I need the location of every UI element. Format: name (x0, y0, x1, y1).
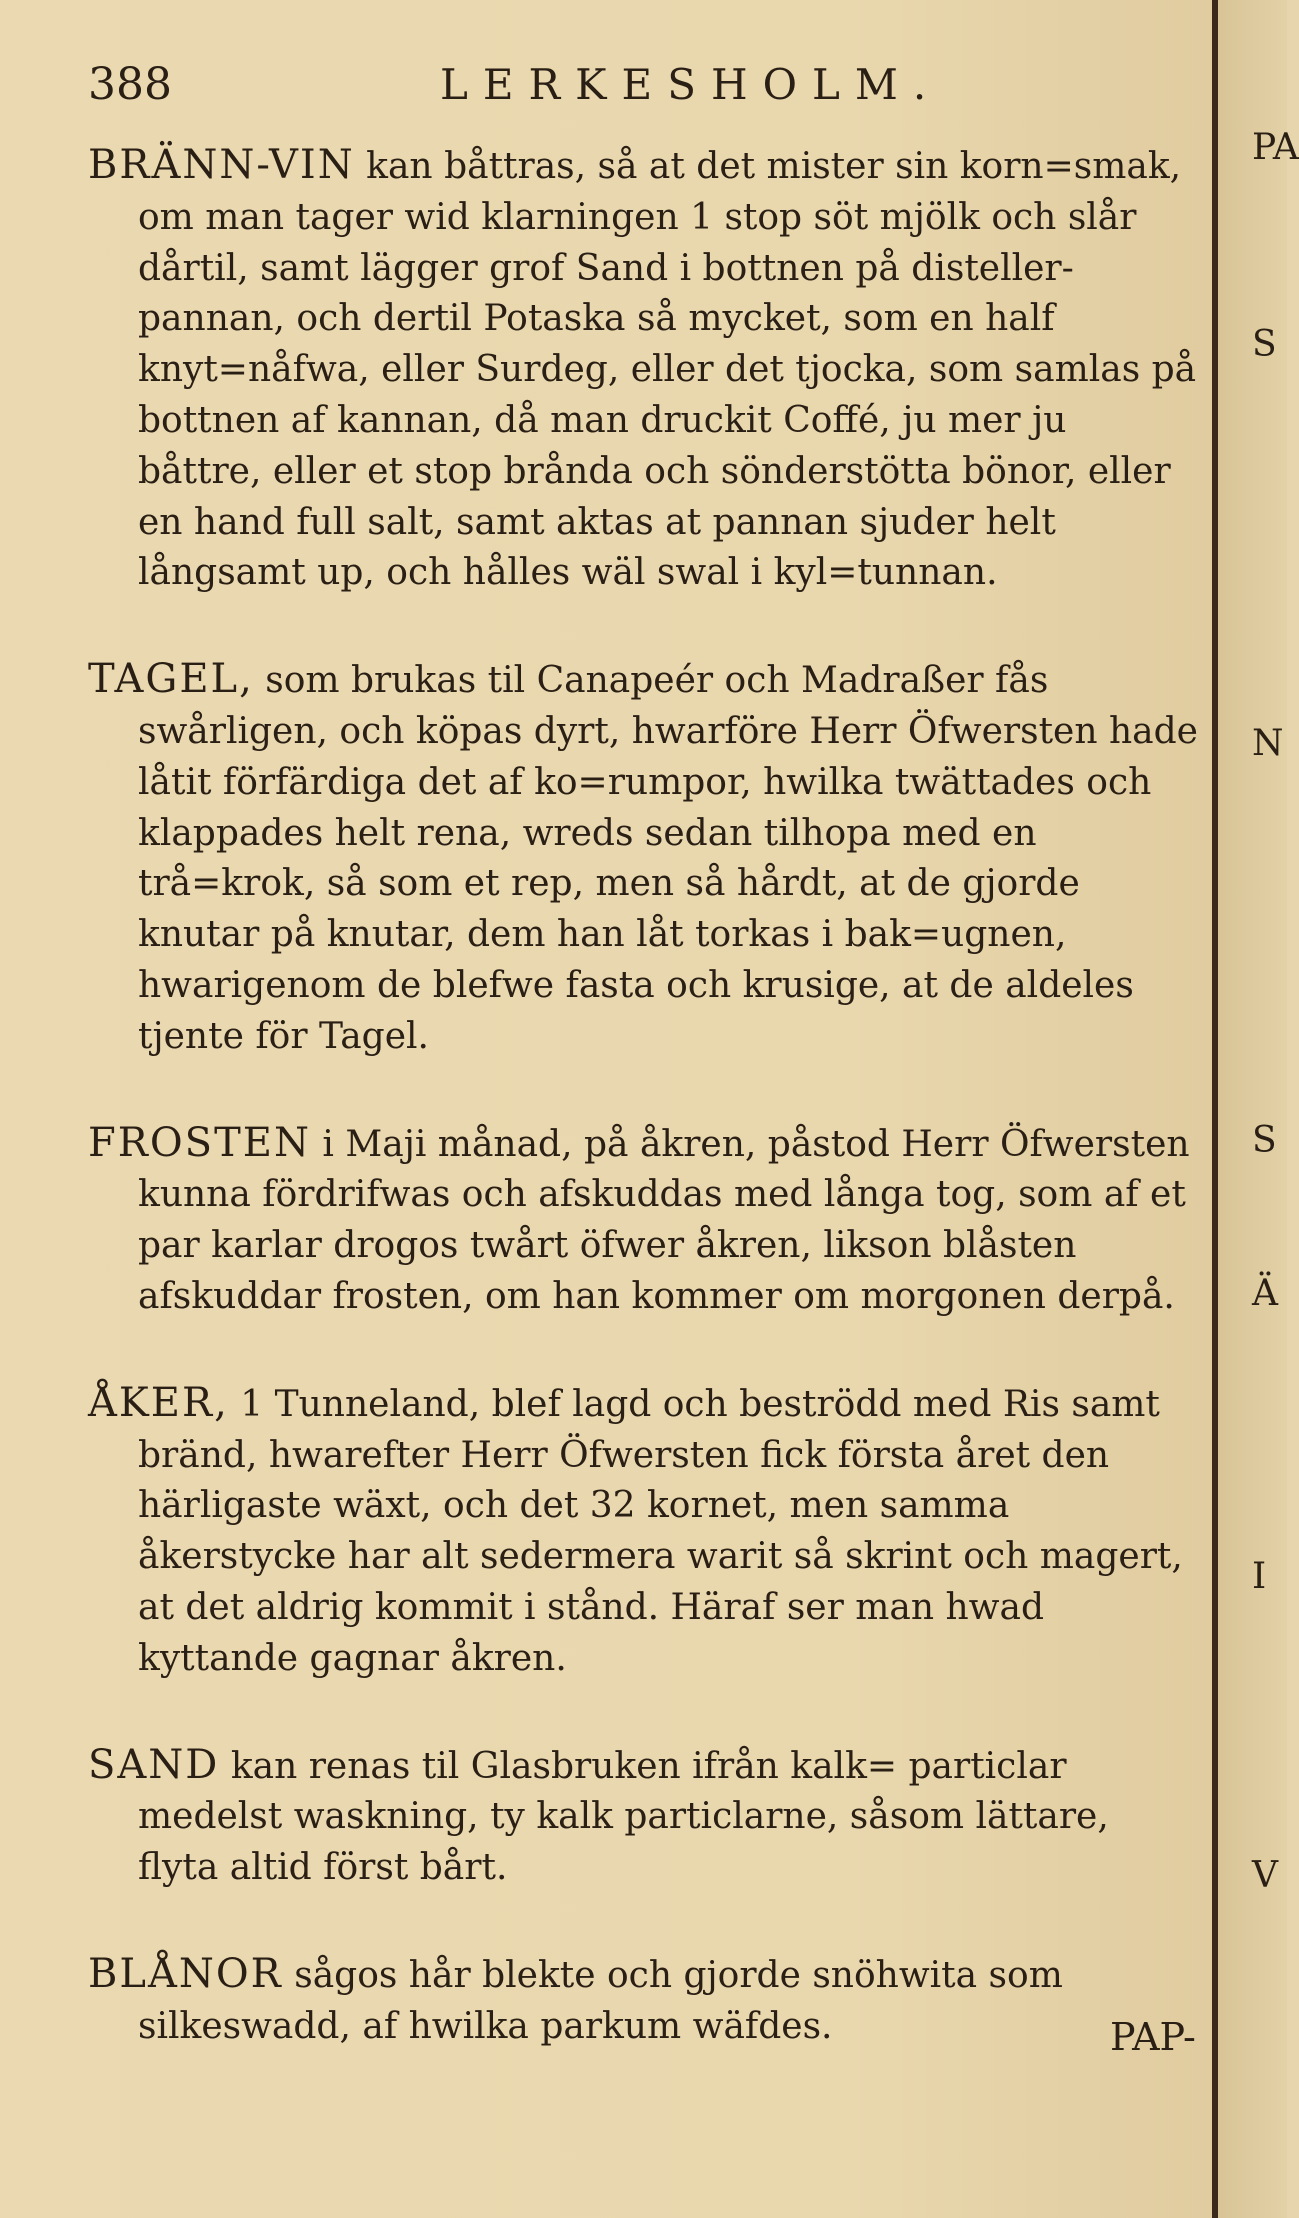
entry-blanor (88, 1949, 1200, 2053)
entry-text: 1 Tunneland, blef lagd och beströdd med Ris samt bränd, hwarefter Herr Öfwersten fick första året den härligaste wäxt, och det 32 kornet, men samma åkerstycke har alt sedermera warit så skrint och magert, at det aldrig kommit i stånd. Häraf ser man hwad kyttande gagnar åkren. (138, 1383, 1183, 1679)
facing-page-letter: S (1252, 324, 1277, 365)
entry-aker (88, 1378, 1200, 1685)
entry-text: kan renas til Glasbruken ifrån kalk= particlar medelst waskning, ty kalk particlarne, såsom lättare, flyta altid först bårt. (138, 1745, 1109, 1889)
entry-headword: TAGEL, (88, 656, 254, 703)
entry-headword: ÅKER, (88, 1379, 229, 1426)
page-body (88, 140, 1200, 2053)
running-title: LERKESHOLM. (440, 60, 942, 109)
entry-text: i Maji månad, på åkren, påstod Herr Öfwersten kunna fördrifwas och afskuddas med långa tog, som af et par karlar drogos twårt öfwer åkren, likson blåsten afskuddar frosten, om han kommer om morgonen derpå. (138, 1123, 1190, 1317)
facing-page-letter: Ä (1252, 1273, 1278, 1314)
entry-tagel (88, 654, 1200, 1062)
entry-text: sågos hår blekte och gjorde snöhwita som silkeswadd, af hwilka parkum wäfdes. (138, 1954, 1063, 2047)
facing-page-letter: PA (1252, 127, 1299, 168)
entry-text: kan båttras, så at det mister sin korn=smak, om man tager wid klarningen 1 stop söt mjölk och slår dårtil, samt lägger grof Sand i bottnen på disteller-pannan, och dertil Potaska så mycket, som en half knyt=nåfwa, eller Surdeg, eller det tjocka, som samlas på bottnen af kannan, då man druckit Coffé, ju mer ju båttre, eller et stop brånda och sönderstötta bönor, eller en hand full salt, samt aktas at pannan sjuder helt långsamt up, och hålles wäl swal i kyl=tunnan. (138, 146, 1197, 594)
entry-headword: SAND (88, 1741, 220, 1788)
entry-text: som brukas til Canapeér och Madraßer fås swårligen, och köpas dyrt, hwarföre Herr Öfwersten hade låtit förfärdiga det af ko=rumpor, hwilka twättades och klappades helt rena, wreds sedan tilhopa med en trå=krok, så som et rep, men så hårdt, at de gjorde knutar på knutar, dem han låt torkas i bak=ugnen, hwarigenom de blefwe fasta och krusige, at de aldeles tjente för Tagel. (138, 660, 1198, 1057)
entry-brann-vin (88, 140, 1200, 599)
facing-page-letter: N (1252, 723, 1284, 764)
entry-headword: BRÄNN-VIN (88, 142, 355, 188)
entry-frosten (88, 1118, 1200, 1323)
page-number: 388 (88, 59, 172, 110)
entry-headword: FROSTEN (88, 1119, 311, 1166)
facing-page-letter: S (1252, 1120, 1277, 1161)
catchword: PAP- (1110, 2015, 1196, 2059)
entry-headword: BLÅNOR (88, 1950, 283, 1997)
page-header (88, 60, 1198, 110)
facing-page-letter: I (1252, 1556, 1267, 1597)
facing-page-letter: V (1252, 1855, 1278, 1896)
entry-sand (88, 1740, 1200, 1894)
